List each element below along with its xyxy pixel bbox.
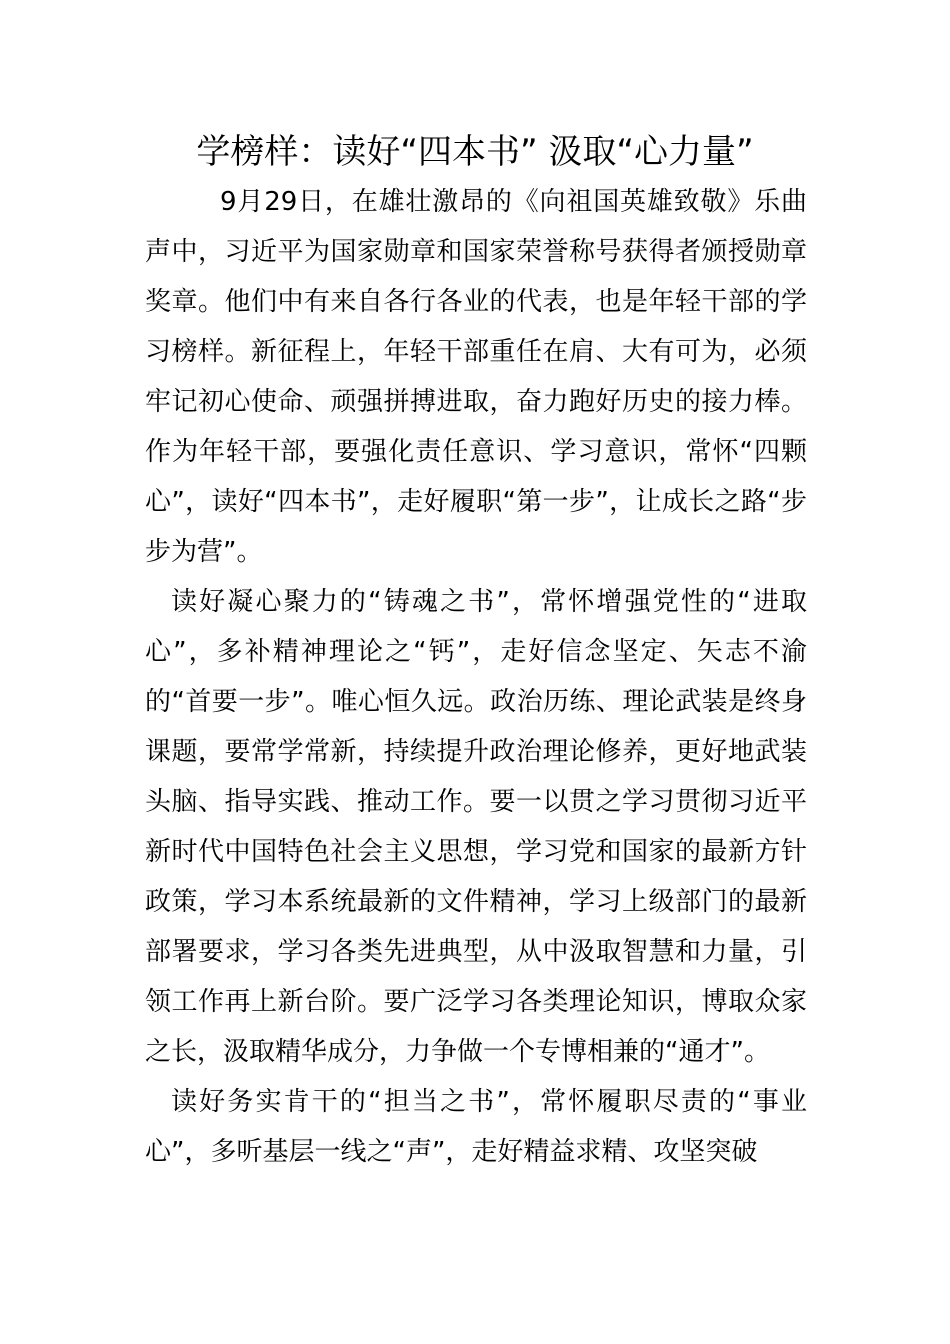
document-body [145,177,807,1177]
paragraph-soul-book: 读好凝心聚力的“铸魂之书”，常怀增强党性的“进取心”，多补精神理论之“钙”，走好信念坚定、矢志不渝的“首要一步”。唯心恒久远。政治历练、理论武装是终身课题，要常学常新，持续提升政治理论修养，更好地武装头脑、指导实践、推动工作。要一以贯之学习贯彻习近平新时代中国特色社会主义思想，学习党和国家的最新方针政策，学习本系统最新的文件精神，学习上级部门的最新部署要求，学习各类先进典型，从中汲取智慧和力量，引领工作再上新台阶。要广泛学习各类理论知识，博取众家之长，汲取精华成分，力争做一个专博相兼的“通才”。 [145,587,807,1067]
paragraph-intro: 9月29日，在雄壮激昂的《向祖国英雄致敬》乐曲声中，习近平为国家勋章和国家荣誉称号获得者颁授勋章奖章。他们中有来自各行各业的代表，也是年轻干部的学习榜样。新征程上，年轻干部重任在肩、大有可为，必须牢记初心使命、顽强拼搏进取，奋力跑好历史的接力棒。作为年轻干部，要强化责任意识、学习意识，常怀“四颗心”，读好“四本书”，走好履职“第一步”，让成长之路“步步为营”。 [145,187,807,567]
document-title: 学榜样：读好“四本书” 汲取“心力量” [196,132,754,172]
paragraph-duty-book: 读好务实肯干的“担当之书”，常怀履职尽责的“事业心”，多听基层一线之“声”，走好精益求精、攻坚突破 [145,1087,807,1167]
